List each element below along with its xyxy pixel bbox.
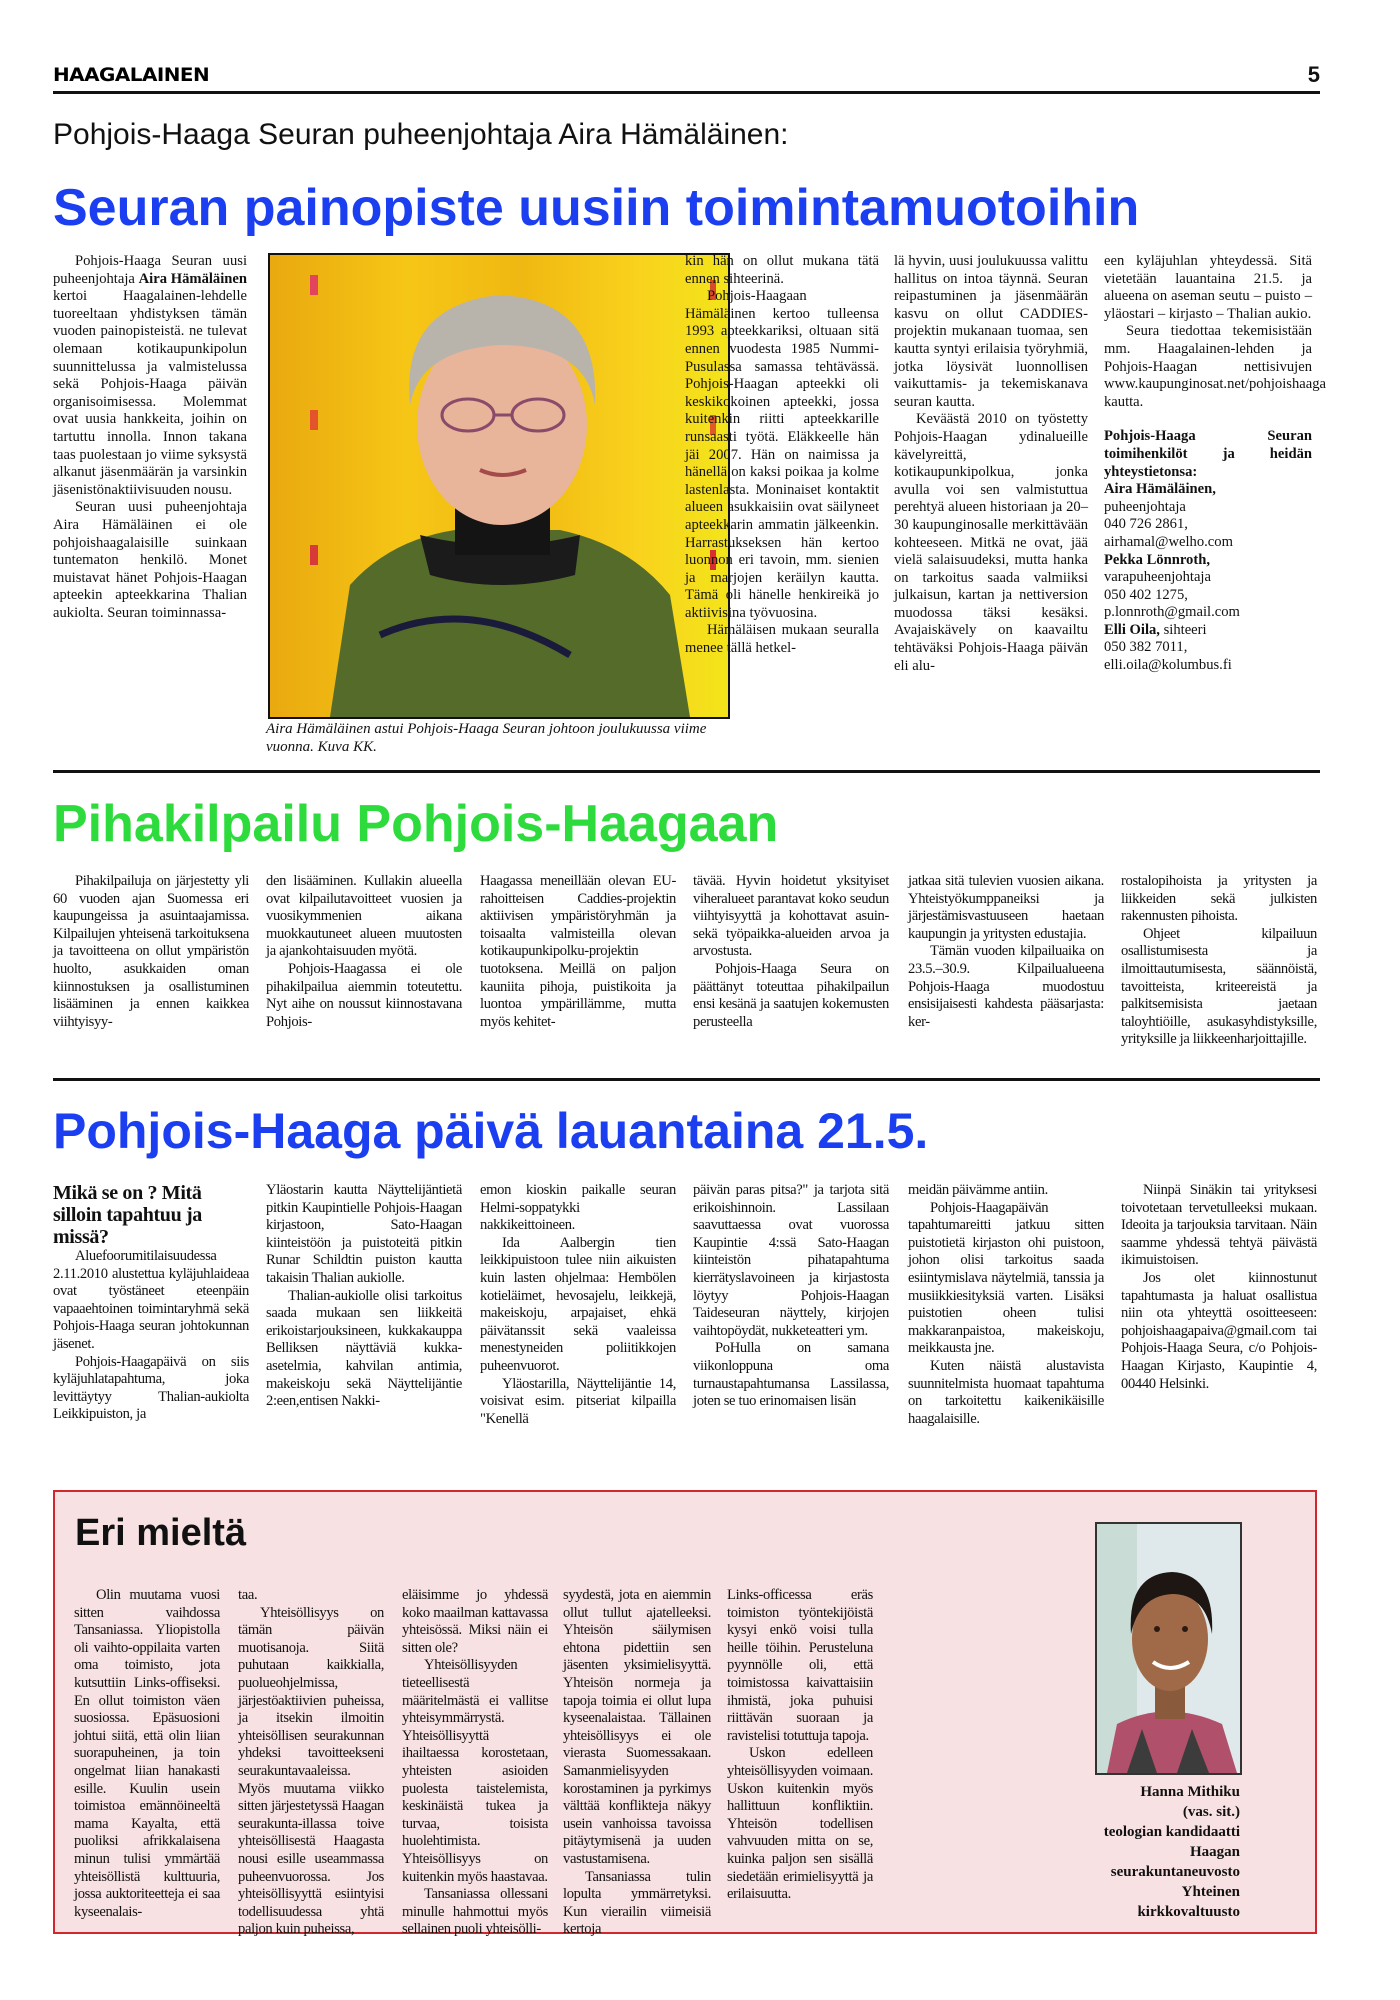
article1-paragraph: lä hyvin, uusi joulukuussa valittu hallitus on intoa täynnä. Seuran reipastuminen ja jäsenmäärän kasvu on ollut CADDIES-projektin mukanaan tuomaa, sen kautta syntyi erilaisia työryhmiä, jotka löysivät luonnollisen vaikuttamis- ja tekemiskanava seuran kautta. — [894, 253, 1088, 410]
contact-email[interactable]: elli.oila@kolumbus.fi — [1104, 657, 1232, 674]
opinion-box — [53, 1490, 1317, 1938]
article1-kicker: Pohjois-Haaga Seuran puheenjohtaja Aira Hämäläinen: — [53, 118, 789, 151]
article1-paragraph: Keväästä 2010 on työstetty Pohjois-Haagan ydinalueille kävelyreittä, kotikaupunkipolkua, jonka avulla voi sen valmistuttua perehtyä alueen historiaan ja 20–30 kaupunginosalle merkittävään kohteeseen. Mitkä ne ovat, jää vielä salaisuudeksi, mutta hanka on tarkoitus saada valmiiksi julkaisun, kartan ja nettiversion muodossa täksi kesäksi. Avajaiskävely on kaavailtu tehtäväksi Pohjois-Haaga päivän eli alu- — [894, 411, 1088, 674]
article3-column-5 — [908, 1182, 1104, 1428]
article2-column-1 — [53, 873, 249, 1031]
contact-email[interactable]: p.lonnroth@gmail.com — [1104, 604, 1240, 621]
article1-paragraph: een kyläjuhlan yhteydessä. Sitä vietetään lauantaina 21.5. ja alueena on aseman seutu – puisto – yläostari – kirjasto – Thalian aukio. — [1104, 253, 1312, 322]
article1-paragraph: Pohjois-Haaga Seuran uusi puheenjohtaja Aira Hämäläinen kertoi Haagalainen-lehdelle tuoreeltaan yhdistyksen tämän vuoden painopisteistä. ne tulevat olemaan kotikaupunkipolun suunnittelussa ja valmistelussa sekä Pohjois-Haaga päivän organisoimisessa. Molemmat ovat uusia hankkeita, joihin on tartuttu innolla. Innon takana taas puolestaan jo viime syksystä alkanut jäsenmäärän ja varsinkin jäsenistönaktiivisuuden nousu. — [53, 253, 247, 498]
author-title: teologian kandidaatti — [1103, 1824, 1240, 1840]
contact-phone: 040 726 2861, — [1104, 516, 1188, 533]
article2-column-4 — [693, 873, 889, 1031]
article2-column-6 — [1121, 873, 1317, 1049]
article3-headline: Pohjois-Haaga päivä lauantaina 21.5. — [53, 1103, 929, 1159]
contact-entry — [1104, 481, 1312, 551]
opinion-paragraph: Links-officessa eräs toimiston työntekijöistä kysyi enkö voisi tulla heille töihin. Perusteluna pyynnölle oli, että toimistossa kaivattaisiin ihmistä, joka puhuisi riittävän suoraan ja ravistelisi totuttuja tapoja. — [727, 1587, 873, 1744]
author-photo-hanna-mithiku — [1095, 1522, 1242, 1775]
opinion-paragraph: syydestä, jota en aiemmin ollut tullut ajatelleeksi. Yhteisön säilymisen ehtona pidettiin sen jäsenten yksimielisyyttä. Yhteisön normeja ja tapoja toimia ei ollut lupa kyseenalaistaa. Tällainen yhteisöllisyys ei ole vierasta Suomessakaan. Samanmielisyyden korostaminen ja pyrkimys välttää konflikteja näkyy usein vanhoissa tavoissa pitäytymisenä ja uuden vastustamisena. — [563, 1587, 711, 1867]
article2-paragraph: jatkaa sitä tulevien vuosien aikana. Yhteistyökumppaneiksi ja järjestämisvastuuseen haetaan kaupungin ja yritysten edustajia. — [908, 873, 1104, 942]
contact-email[interactable]: airhamal@welho.com — [1104, 533, 1233, 550]
author-byline — [1030, 1782, 1240, 1922]
opinion-paragraph: taa. — [238, 1587, 258, 1603]
article2-paragraph: rostalopihoista ja yritysten ja liikkeiden sekä julkisten rakennusten pihoista. — [1121, 873, 1317, 925]
article3-paragraph: meidän päivämme antiin. — [908, 1182, 1048, 1198]
masthead-rule — [53, 91, 1320, 94]
article1-paragraph: kin hän on ollut mukana tätä ennen sihteerinä. — [685, 253, 879, 287]
article2-column-5 — [908, 873, 1104, 1031]
contact-name: Aira Hämäläinen, — [1104, 481, 1216, 498]
contact-name: Elli Oila, — [1104, 621, 1160, 638]
article3-paragraph: Kuten näistä alustavista suunnitelmista huomaat tapahtuma on tarkoitettu kaikenikäisille haagalaisille. — [908, 1357, 1104, 1427]
article2-paragraph: den lisääminen. Kullakin alueella ovat kilpailutavoitteet vuosien ja vuosikymmenien aikana muokkautuneet alueen muutosten ja ajankohtaisuuden myötä. — [266, 873, 462, 960]
publication-name: HAAGALAINEN — [53, 64, 210, 86]
article1-column-4 — [894, 253, 1088, 675]
article2-paragraph: Tämän vuoden kilpailuaika on 23.5.–30.9. Kilpailualueena Pohjois-Haaga muodostuu ensisijaisesti kahdesta pääsarjasta: ker- — [908, 943, 1104, 1030]
article2-column-2 — [266, 873, 462, 1031]
article3-subhead: Mikä se on ? Mitä silloin tapahtuu ja missä? — [53, 1182, 202, 1248]
author-party: (vas. sit.) — [1182, 1804, 1240, 1820]
article3-paragraph: emon kioskin paikalle seuran Helmi-soppatykki nakkikeittoineen. — [480, 1182, 676, 1234]
article2-column-3 — [480, 873, 676, 1031]
contact-entry — [1104, 622, 1312, 675]
article1-headline: Seuran painopiste uusiin toimintamuotoihin — [53, 179, 1140, 237]
article3-paragraph: Thalian-aukiolle olisi tarkoitus saada mukaan sen liikkeitä erikoistarjouksineen, kukkakauppa Belliksen näyttäviä kukka-asetelmia, kahvilan antimia, makeiskoju sekä Näyttelijäntie 2:een,entisen Nakki- — [266, 1287, 462, 1410]
article2-paragraph: tävää. Hyvin hoidetut yksityiset viheralueet parantavat koko seudun viihtyisyyttä ja kohottavat asuin- sekä työpaikka-alueiden arvoa ja arvostusta. — [693, 873, 889, 960]
author-affiliation: kirkkovaltuusto — [1137, 1904, 1240, 1920]
article3-paragraph: PoHulla on samana viikonloppuna oma turnaustapahtumansa Lassilassa, joten se tuo erinomaisen lisän — [693, 1340, 889, 1410]
article3-paragraph: Pohjois-Haagapäivä on siis kyläjuhlatapahtuma, joka levittäytyy Thalian-aukiolta Leikkipuiston, ja — [53, 1353, 249, 1423]
article1-column-1 — [53, 253, 247, 622]
article2-paragraph: Pohjois-Haagassa ei ole pihakilpailua aiemmin toteutettu. Nyt aihe on noussut kiinnostavana Pohjois- — [266, 960, 462, 1030]
article2-paragraph: Pohjois-Haaga Seura on päättänyt toteuttaa pihakilpailun ensi kesänä ja saatujen kokemusten perusteella — [693, 960, 889, 1030]
contact-phone: 050 382 7011, — [1104, 639, 1188, 656]
article3-paragraph: Pohjois-Haagapäivän tapahtumareitti jatkuu sitten puistotietä kirjaston ohi puistoon, johon olisi tarkoitus saada esiintymislava näytelmiä, tanssia ja musiikkiesityksiä varten. Lisäksi puistotien oheen tulisi makkaranpaistoa, makeiskoju, meikkausta jne. — [908, 1199, 1104, 1357]
opinion-column-4 — [563, 1587, 711, 1939]
portrait-photo-aira-hamalainen — [268, 253, 730, 719]
photo-caption: Aira Hämäläinen astui Pohjois-Haaga Seuran johtoon joulukuussa viime vuonna. Kuva KK. — [266, 721, 707, 755]
author-affiliation: Haagan — [1189, 1844, 1240, 1860]
article2-paragraph: Haagassa meneillään olevan EU-rahoitteisen Caddies-projektin aktiivisen ympäristöryhmän ja toisaalta valmisteilla olevan kotikaupunkipolku-projektin tuotoksena. Meillä on paljon kauniita pihoja, puistikoita ja luontoa ympärillämme, mutta myös kehitet- — [480, 873, 676, 1030]
article2-paragraph: Ohjeet kilpailuun osallistumisesta ja ilmoittautumisesta, säännöistä, tavoitteista, kriteereistä ja palkitsemisista jaetaan taloyhtiöille, asukasyhdistyksille, yrityksille ja liikkeenharjoittajille. — [1121, 925, 1317, 1048]
portrait-image-icon — [270, 255, 728, 717]
opinion-title: Eri mieltä — [75, 1512, 247, 1554]
article3-paragraph: Aluefoorumitilaisuudessa 2.11.2010 alustettua kyläjuhlaideaa ovat työstäneet eteenpäin vapaaehtoinen toimintaryhmä sekä Pohjois-Haaga seuran johtokunnan jäsenet. — [53, 1248, 249, 1352]
article2-paragraph: Pihakilpailuja on järjestetty yli 60 vuoden ajan Suomessa eri kaupungeissa ja asuintaajamissa. Kilpailujen yhteisenä tarkoituksena ja tavoitteena on ollut ympäristön huolto, asukkaiden oman kiinnostuksen ja osallistuminen lisääminen ja ennen kaikkea viihtyisyy- — [53, 873, 249, 1030]
opinion-paragraph: Uskon edelleen yhteisöllisyyden voimaan. Uskon kuitenkin myös hallittuun konfliktiin. Yhteisön todellisen vahvuuden mitta on se, kuinka paljon sen sisällä siedetään erimielisyyttä ja erilaisuutta. — [727, 1745, 873, 1903]
article3-column-3 — [480, 1182, 676, 1428]
author-portrait-icon — [1097, 1524, 1240, 1773]
article2-headline: Pihakilpailu Pohjois-Haagaan — [53, 795, 779, 853]
section-rule — [53, 1078, 1320, 1081]
contact-entry — [1104, 552, 1312, 622]
contact-role: varapuheenjohtaja — [1104, 569, 1211, 586]
article1-paragraph: Seuran uusi puheenjohtaja Aira Hämäläinen ei ole pohjoishaagalaisille suinkaan tuntematon henkilö. Monet muistavat hänet Pohjois-Haagan apteekin apteekkarina Thalian aukiolta. Seuran toiminnassa- — [53, 499, 247, 621]
opinion-column-1 — [74, 1587, 220, 1921]
opinion-column-3 — [402, 1587, 548, 1939]
masthead — [53, 62, 1320, 92]
author-affiliation: Yhteinen — [1181, 1884, 1240, 1900]
opinion-column-2 — [238, 1587, 384, 1939]
article1-column-5 — [1104, 253, 1326, 675]
newspaper-page — [53, 0, 1326, 2000]
article3-paragraph: Yläostarin kautta Näyttelijäntietä pitkin Kaupintielle Pohjois-Haagan kirjastoon, Sato-Haagan kiinteistöön ja puistoteitä pitkin Runar Schildtin puiston kautta takaisin Thalian aukiolle. — [266, 1182, 462, 1286]
article3-column-1 — [53, 1182, 249, 1424]
article1-paragraph: Hämäläisen mukaan seuralla menee tällä hetkel- — [685, 622, 879, 657]
opinion-paragraph: Olin muutama vuosi sitten vaihdossa Tansaniassa. Yliopistolla oli vaihto-oppilaita varten oma toimisto, jota kutsuttiin Links-offiseksi. En ollut toimiston väen suosiossa. Epäsuosioni johtui siitä, että olin liian suorapuheinen, ja toin ongelmat liian hanakasti esille. Kuulin usein toimistoa emännöineeltä mama Kayalta, että puoliksi afrikkalaisena minun tulisi ymmärtää yhteisöllistä kulttuuria, jossa auktoriteetteja ei saa kyseenalais- — [74, 1587, 220, 1920]
author-affiliation: seurakuntaneuvosto — [1110, 1864, 1240, 1880]
opinion-paragraph: Yhteisöllisyys on tämän päivän muotisanoja. Siitä puhutaan kaikkialla, puolueohjelmissa, järjestöaktiivien puheissa, ja itsekin ilmoitin yhteisöllisen seurakunnan yhdeksi tavoitteekseni seurakuntavaaleissa. Myös muutama viikko sitten järjestetyssä Haagan seurakunta-illassa toive yhteisöllisestä Haagasta nousi esille useammassa puheenvuorossa. Jos yhteisöllisyyttä esiintyisi todellisuudessa yhtä paljon kuin puheissa, — [238, 1604, 384, 1938]
contact-role: sihteeri — [1163, 621, 1207, 638]
contact-name: Pekka Lönnroth, — [1104, 551, 1210, 568]
article3-paragraph: Niinpä Sinäkin tai yrityksesi toivotetaan tervetulleeksi mukaan. Ideoita ja tarjouksia tarvitaan. Näin saamme yhdessä tehtyä päivästä ikimuistoisen. — [1121, 1182, 1317, 1269]
article3-paragraph: Jos olet kiinnostunut tapahtumasta ja haluat osallistua niin ota yhteyttä osoitteeseen: pohjoishaagapaiva@gmail.com tai Pohjois-Haaga Seura, c/o Pohjois-Haagan Kirjasto, Kaupintie 4, 00440 Helsinki. — [1121, 1269, 1317, 1392]
opinion-paragraph: eläisimme jo yhdessä koko maailman kattavassa yhteisössä. Miksi näin ei sitten ole? — [402, 1587, 548, 1656]
article3-paragraph: päivän paras pitsa?" ja tarjota sitä erikoishinnoin. Lassilaan saavuttaessa ovat vuorossa Kaupintie 4:ssä Sato-Haagan kiinteistön pihatapahtuma kierrätyslavoineen ja kirjastosta löytyy Pohjois-Haagan Taideseuran näyttely, kirjojen vaihtopöydät, nukketeatteri ym. — [693, 1182, 889, 1339]
author-name: Hanna Mithiku — [1140, 1784, 1240, 1800]
contact-list — [1104, 481, 1312, 675]
contact-phone: 050 402 1275, — [1104, 586, 1188, 603]
contacts-heading: Pohjois-Haaga Seuran toimihenkilöt ja heidän yhteystietonsa: — [1104, 428, 1312, 480]
contact-role: puheenjohtaja — [1104, 498, 1186, 515]
article1-paragraph: Pohjois-Haagaan Hämäläinen kertoo tulleensa 1993 apteekkariksi, oltuaan sitä ennen vuodesta 1985 Nummi-Pusulassa samassa tehtävässä. Pohjois-Haagan apteekki oli keskikokoinen apteekki, jossa kuitenkin riitti apteekkarille runsaasti työtä. Eläkkeelle hän jäi 2007. Hän on naimissa ja hänellä on kaksi poikaa ja kolme lastenlasta. Moninaiset kontaktit alueen asukkaisiin ovat säilyneet apteekkarin ammatin jälkeenkin. Harrastukseksen hän kertoo luonnon eri tavoin, mm. sienien ja marjojen keräilyn kautta. Tämä oli hänelle henkireikä jo aktiivisina työvuosina. — [685, 288, 879, 621]
article3-paragraph: Yläostarilla, Näyttelijäntie 14, voisivat esim. pitseriat kilpailla "Kenellä — [480, 1375, 676, 1427]
opinion-column-5 — [727, 1587, 873, 1904]
article3-column-4 — [693, 1182, 889, 1411]
person-name: Aira Hämäläinen — [138, 270, 247, 287]
article3-column-2 — [266, 1182, 462, 1411]
section-rule — [53, 770, 1320, 773]
article1-column-3 — [685, 253, 879, 658]
page-number: 5 — [1307, 62, 1320, 87]
opinion-paragraph: Tansaniassa ollessani minulle hahmottui myös sellainen puoli yhteisölli- — [402, 1886, 548, 1938]
opinion-paragraph: Yhteisöllisyyden tieteellisestä määritelmästä ei vallitse yhteisymmärrystä. Yhteisöllisyyttä ihailtaessa korostetaan, yhteisten asioiden puolesta taistelemista, keskinäistä tukea ja turvaa, toisista huolehtimista. Yhteisöllisyys on kuitenkin myös haastavaa. — [402, 1657, 548, 1885]
article3-paragraph: Ida Aalbergin tien leikkipuistoon tulee niin aikuisten kuin lasten ohjelmaa: Hembölen kotieläimet, hevosajelu, leikkejä, makeiskoju, arpajaiset, ehkä päivätanssit sekä vaaleissa menestyneiden poliitikkojen puheenvuorot. — [480, 1234, 676, 1374]
article3-column-6 — [1121, 1182, 1317, 1393]
article1-paragraph: Seura tiedottaa tekemisistään mm. Haagalainen-lehden ja Pohjois-Haagan nettisivujen www.kaupunginosat.net/pohjoishaaga kautta. — [1104, 323, 1326, 410]
opinion-paragraph: Tansaniassa tulin lopulta ymmärretyksi. Kun vierailin viimeisiä kertoja — [563, 1868, 711, 1938]
